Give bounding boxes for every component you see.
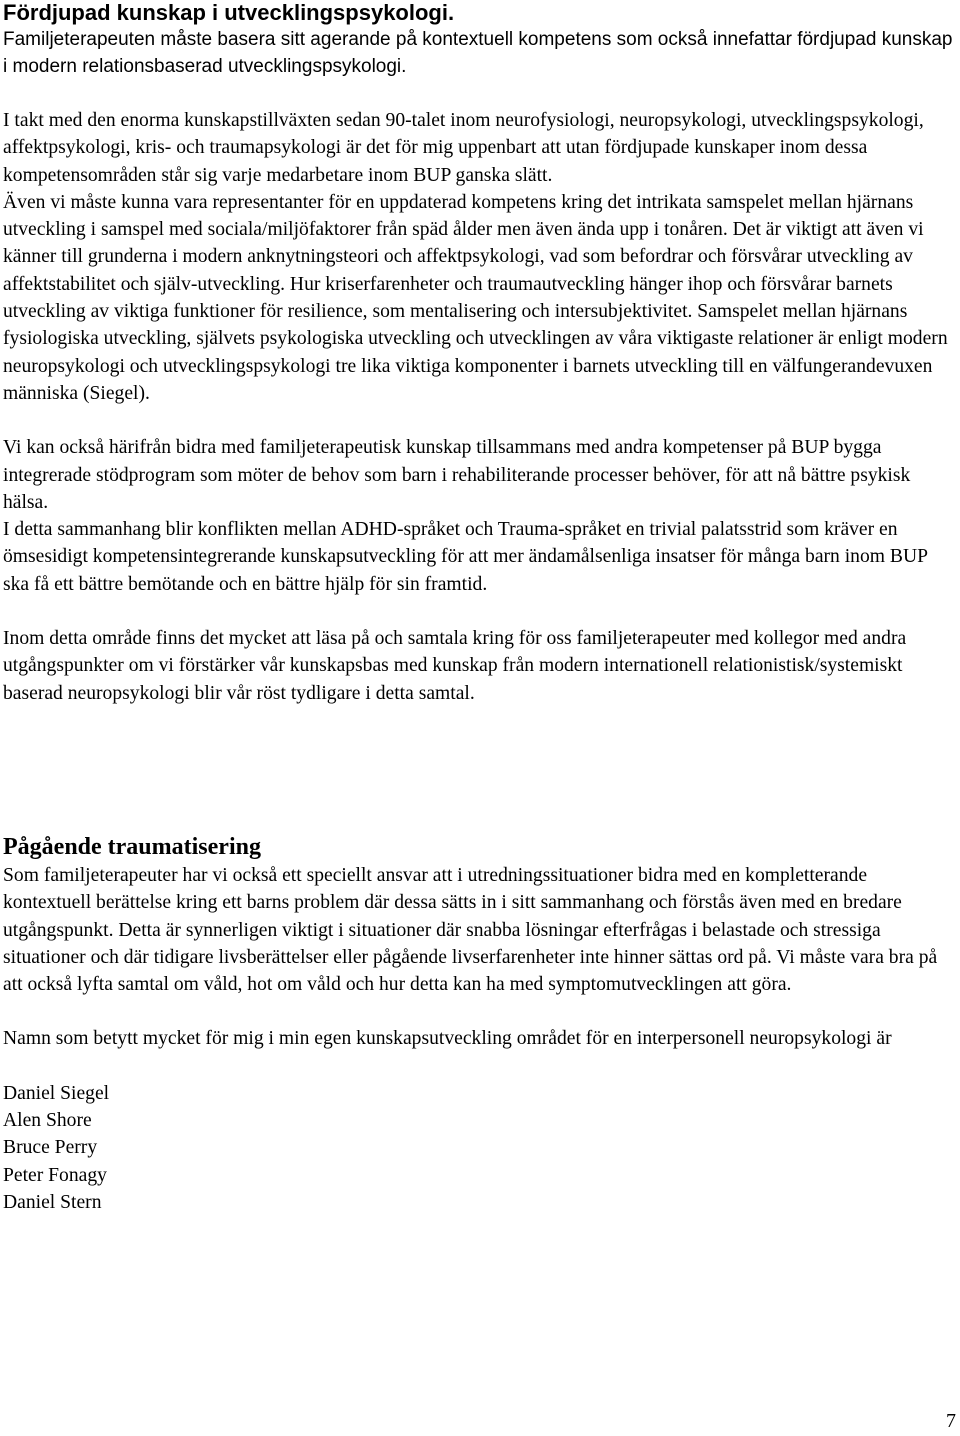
list-item: Daniel Siegel xyxy=(3,1082,110,1104)
spacer xyxy=(3,998,955,1025)
list-item: Bruce Perry xyxy=(3,1137,98,1159)
spacer xyxy=(3,598,955,625)
list-item: Peter Fonagy xyxy=(3,1164,107,1186)
paragraph-names-intro: Namn som betytt mycket för mig i min egen kunskapsutveckling området för en interpersonell neuropsykologi är xyxy=(3,1028,892,1050)
paragraph-support-programs: Vi kan också härifrån bidra med familjeterapeutisk kunskap tillsammans med andra kompetenser på BUP bygga integrerade stödprogram som möter de behov som barn i rehabiliterande processer behöver, för att nå bättre psykisk hälsa. xyxy=(3,437,911,513)
paragraph-knowledge-base: Inom detta område finns det mycket att läsa på och samtala kring för oss familjeterapeuter med kollegor med andra utgångspunkter om vi förstärker vår kunskapsbas med kunskap från modern internationell relationistisk/systemiskt baserad neuropsykologi blir vår röst tydligare i detta samtal. xyxy=(3,628,907,704)
paragraph-family-therapists: Som familjeterapeuter har vi också ett speciellt ansvar att i utredningssituationer bidra med en kompletterande kontextuell berättelse kring ett barns problem där dessa sätts in i sitt sammanhang och förstås även med en bredare utgångspunkt. Detta är synnerligen viktigt i situationer där snabba lösningar efterfrågas i belastade och stressiga situationer och där tidigare livsberättelser eller pågående livserfarenheter inte hinner sättas ord på. Vi måste vara bra på att också lyfta samtal om våld, hot om våld och hur detta kan ha med symptomutvecklingen att göra. xyxy=(3,864,938,996)
lead-paragraph: Familjeterapeuten måste basera sitt agerande på kontextuell kompetens som också innefattar fördjupad kunskap i modern relationsbaserad utvecklingspsykologi. xyxy=(3,29,953,77)
list-item: Daniel Stern xyxy=(3,1191,102,1213)
spacer xyxy=(3,1053,955,1080)
spacer xyxy=(3,707,955,832)
section-heading: Fördjupad kunskap i utvecklingspsykologi. xyxy=(3,0,455,25)
paragraph-knowledge-growth: I takt med den enorma kunskapstillväxten sedan 90-talet inom neurofysiologi, neuropsykologi, utvecklingspsykologi, affektpsykologi, kris- och traumapsykologi är det för mig uppenbart att utan fördjupade kunskaper inom dessa kompetensområden står sig varje medarbetare inom BUP ganska slätt. xyxy=(3,110,924,186)
list-item: Alen Shore xyxy=(3,1110,92,1132)
document-page xyxy=(3,0,955,1216)
names-list xyxy=(3,1080,955,1216)
paragraph-updated-competence: Även vi måste kunna vara representanter för en uppdaterad kompetens kring det intrikata samspelet mellan hjärnans utveckling i samspel med sociala/miljöfaktorer från späd ålder men även ända upp i tonåren. Det är viktigt att även vi känner till grunderna i modern anknytningsteori och affektpsykologi, vad som befordrar och försvårar utveckling av affektstabilitet och själv-utveckling. Hur kriserfarenheter och traumautveckling hänger ihop och försvårar barnets utveckling av viktiga funktioner för resilience, som mentalisering och intersubjektivitet. Samspelet mellan hjärnans fysiologiska utveckling, självets psykologiska utveckling och utvecklingen av våra viktigaste relationer är enligt modern neuropsykologi och utvecklingspsykologi tre lika viktiga komponenter i barnets utveckling till en välfungerandevuxen människa (Siegel). xyxy=(3,191,948,404)
paragraph-adhd-trauma: I detta sammanhang blir konflikten mellan ADHD-språket och Trauma-språket en trivial palatsstrid som kräver en ömsesidigt kompetensintegrerande kunskapsutveckling för att mer ändamålsenliga insatser för många barn inom BUP ska få ett bättre bemötande och en bättre hjälp för sin framtid. xyxy=(3,519,928,595)
spacer xyxy=(3,407,955,434)
spacer xyxy=(3,80,955,107)
page-number: 7 xyxy=(946,1410,956,1432)
section-title-traumatisering: Pågående traumatisering xyxy=(3,833,261,860)
